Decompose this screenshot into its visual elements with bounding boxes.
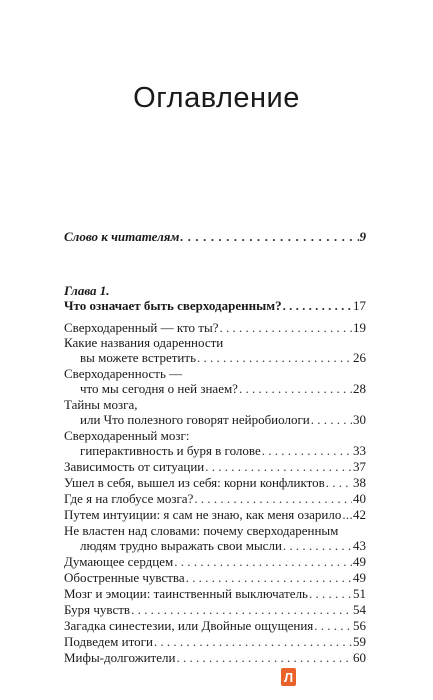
toc-entry-page: 17 [353, 298, 366, 313]
toc-entry-page: 37 [353, 459, 366, 474]
toc-entry-label: или Что полезного говорят нейробиологи [80, 412, 310, 427]
toc-entry [64, 618, 366, 633]
toc-entry-label: Сверходаренный — кто ты? [64, 320, 219, 335]
toc-entry [80, 443, 366, 458]
toc-entry-page: 49 [353, 554, 366, 569]
toc-entry [64, 475, 366, 490]
toc-entry-page: 60 [353, 650, 366, 665]
toc-entry [64, 634, 366, 649]
toc-entry-page: 26 [353, 350, 366, 365]
toc-entry-page: 49 [353, 570, 366, 585]
toc-entry-label: Загадка синестезии, или Двойные ощущения [64, 618, 314, 633]
toc-entry-label: Не властен над словами: почему сверходаренным [64, 523, 339, 538]
publisher-logo-letter: Л [283, 669, 294, 685]
toc-entry-label: Сверходаренный мозг: [64, 428, 190, 443]
leader-dots [131, 602, 352, 617]
toc-entry-label: Сверходаренность — [64, 366, 183, 381]
leader-dots [342, 507, 352, 522]
toc-entry-label: гиперактивность и буря в голове [80, 443, 261, 458]
toc-entry-label: Какие названия одаренности [64, 335, 224, 350]
toc-entry-label: Слово к читателям [64, 229, 180, 244]
leader-dots [219, 320, 352, 335]
leader-dots [239, 381, 352, 396]
toc-entry-label: Мифы-долгожители [64, 650, 176, 665]
page-title: Оглавление [133, 82, 300, 114]
leader-dots [176, 650, 352, 665]
toc-entry-page: 19 [353, 320, 366, 335]
toc-entry-label: что мы сегодня о ней знаем? [80, 381, 238, 396]
leader-dots [262, 443, 352, 458]
toc-entry-preface [64, 229, 366, 244]
toc-entry [64, 320, 366, 335]
toc-entry [64, 491, 366, 506]
toc-entry-label: Где я на глобусе мозга? [64, 491, 194, 506]
toc-entry [64, 459, 366, 474]
leader-dots [180, 229, 358, 244]
toc-entry-page: 33 [353, 443, 366, 458]
leader-dots [283, 538, 352, 553]
toc-entry-chapter-title [64, 298, 366, 313]
toc-entry [64, 554, 366, 569]
leader-dots [186, 570, 352, 585]
leader-dots [309, 586, 352, 601]
toc-entry-page: 30 [353, 412, 366, 427]
toc-entry-label: Подведем итоги [64, 634, 153, 649]
chapter-label: Глава 1. [64, 283, 110, 298]
publisher-logo-icon [281, 668, 296, 686]
toc-entry [80, 350, 366, 365]
toc-entry-label: Думающее сердцем [64, 554, 174, 569]
toc-entry-label: людям трудно выражать свои мысли [80, 538, 282, 553]
leader-dots [311, 412, 352, 427]
leader-dots [314, 618, 352, 633]
toc-entry-label: Тайны мозга, [64, 397, 138, 412]
toc-entry [80, 538, 366, 553]
toc-entry-page: 38 [353, 475, 366, 490]
leader-dots [194, 491, 352, 506]
toc-entry [80, 381, 366, 396]
toc-entry-label: вы можете встретить [80, 350, 196, 365]
toc-entry [80, 412, 366, 427]
toc-entry-page: 9 [359, 229, 366, 244]
toc-entry-page: 51 [353, 586, 366, 601]
toc-entry-label: Путем интуиции: я сам не знаю, как меня озарило [64, 507, 342, 522]
leader-dots [283, 298, 352, 313]
toc-entry-page: 56 [353, 618, 366, 633]
toc-entry-page: 42 [353, 507, 366, 522]
toc-entry [64, 586, 366, 601]
leader-dots [154, 634, 352, 649]
leader-dots [205, 459, 352, 474]
leader-dots [174, 554, 352, 569]
toc-entry-page: 59 [353, 634, 366, 649]
toc-entry-label: Ушел в себя, вышел из себя: корни конфликтов [64, 475, 325, 490]
leader-dots [326, 475, 352, 490]
toc-entry-page: 43 [353, 538, 366, 553]
toc-entry [64, 507, 366, 522]
toc-entry-label: Зависимость от ситуации [64, 459, 205, 474]
toc-entry-label: Обостренные чувства [64, 570, 185, 585]
toc-entry-page: 40 [353, 491, 366, 506]
leader-dots [197, 350, 352, 365]
toc-entry [64, 650, 366, 665]
toc-entry-label: Что означает быть сверходаренным? [64, 298, 282, 313]
toc-entry-label: Буря чувств [64, 602, 131, 617]
toc-entry-label: Мозг и эмоции: таинственный выключатель [64, 586, 308, 601]
toc-entry-page: 28 [353, 381, 366, 396]
toc-entry [64, 602, 366, 617]
toc-entry-page: 54 [353, 602, 366, 617]
toc-entry [64, 570, 366, 585]
